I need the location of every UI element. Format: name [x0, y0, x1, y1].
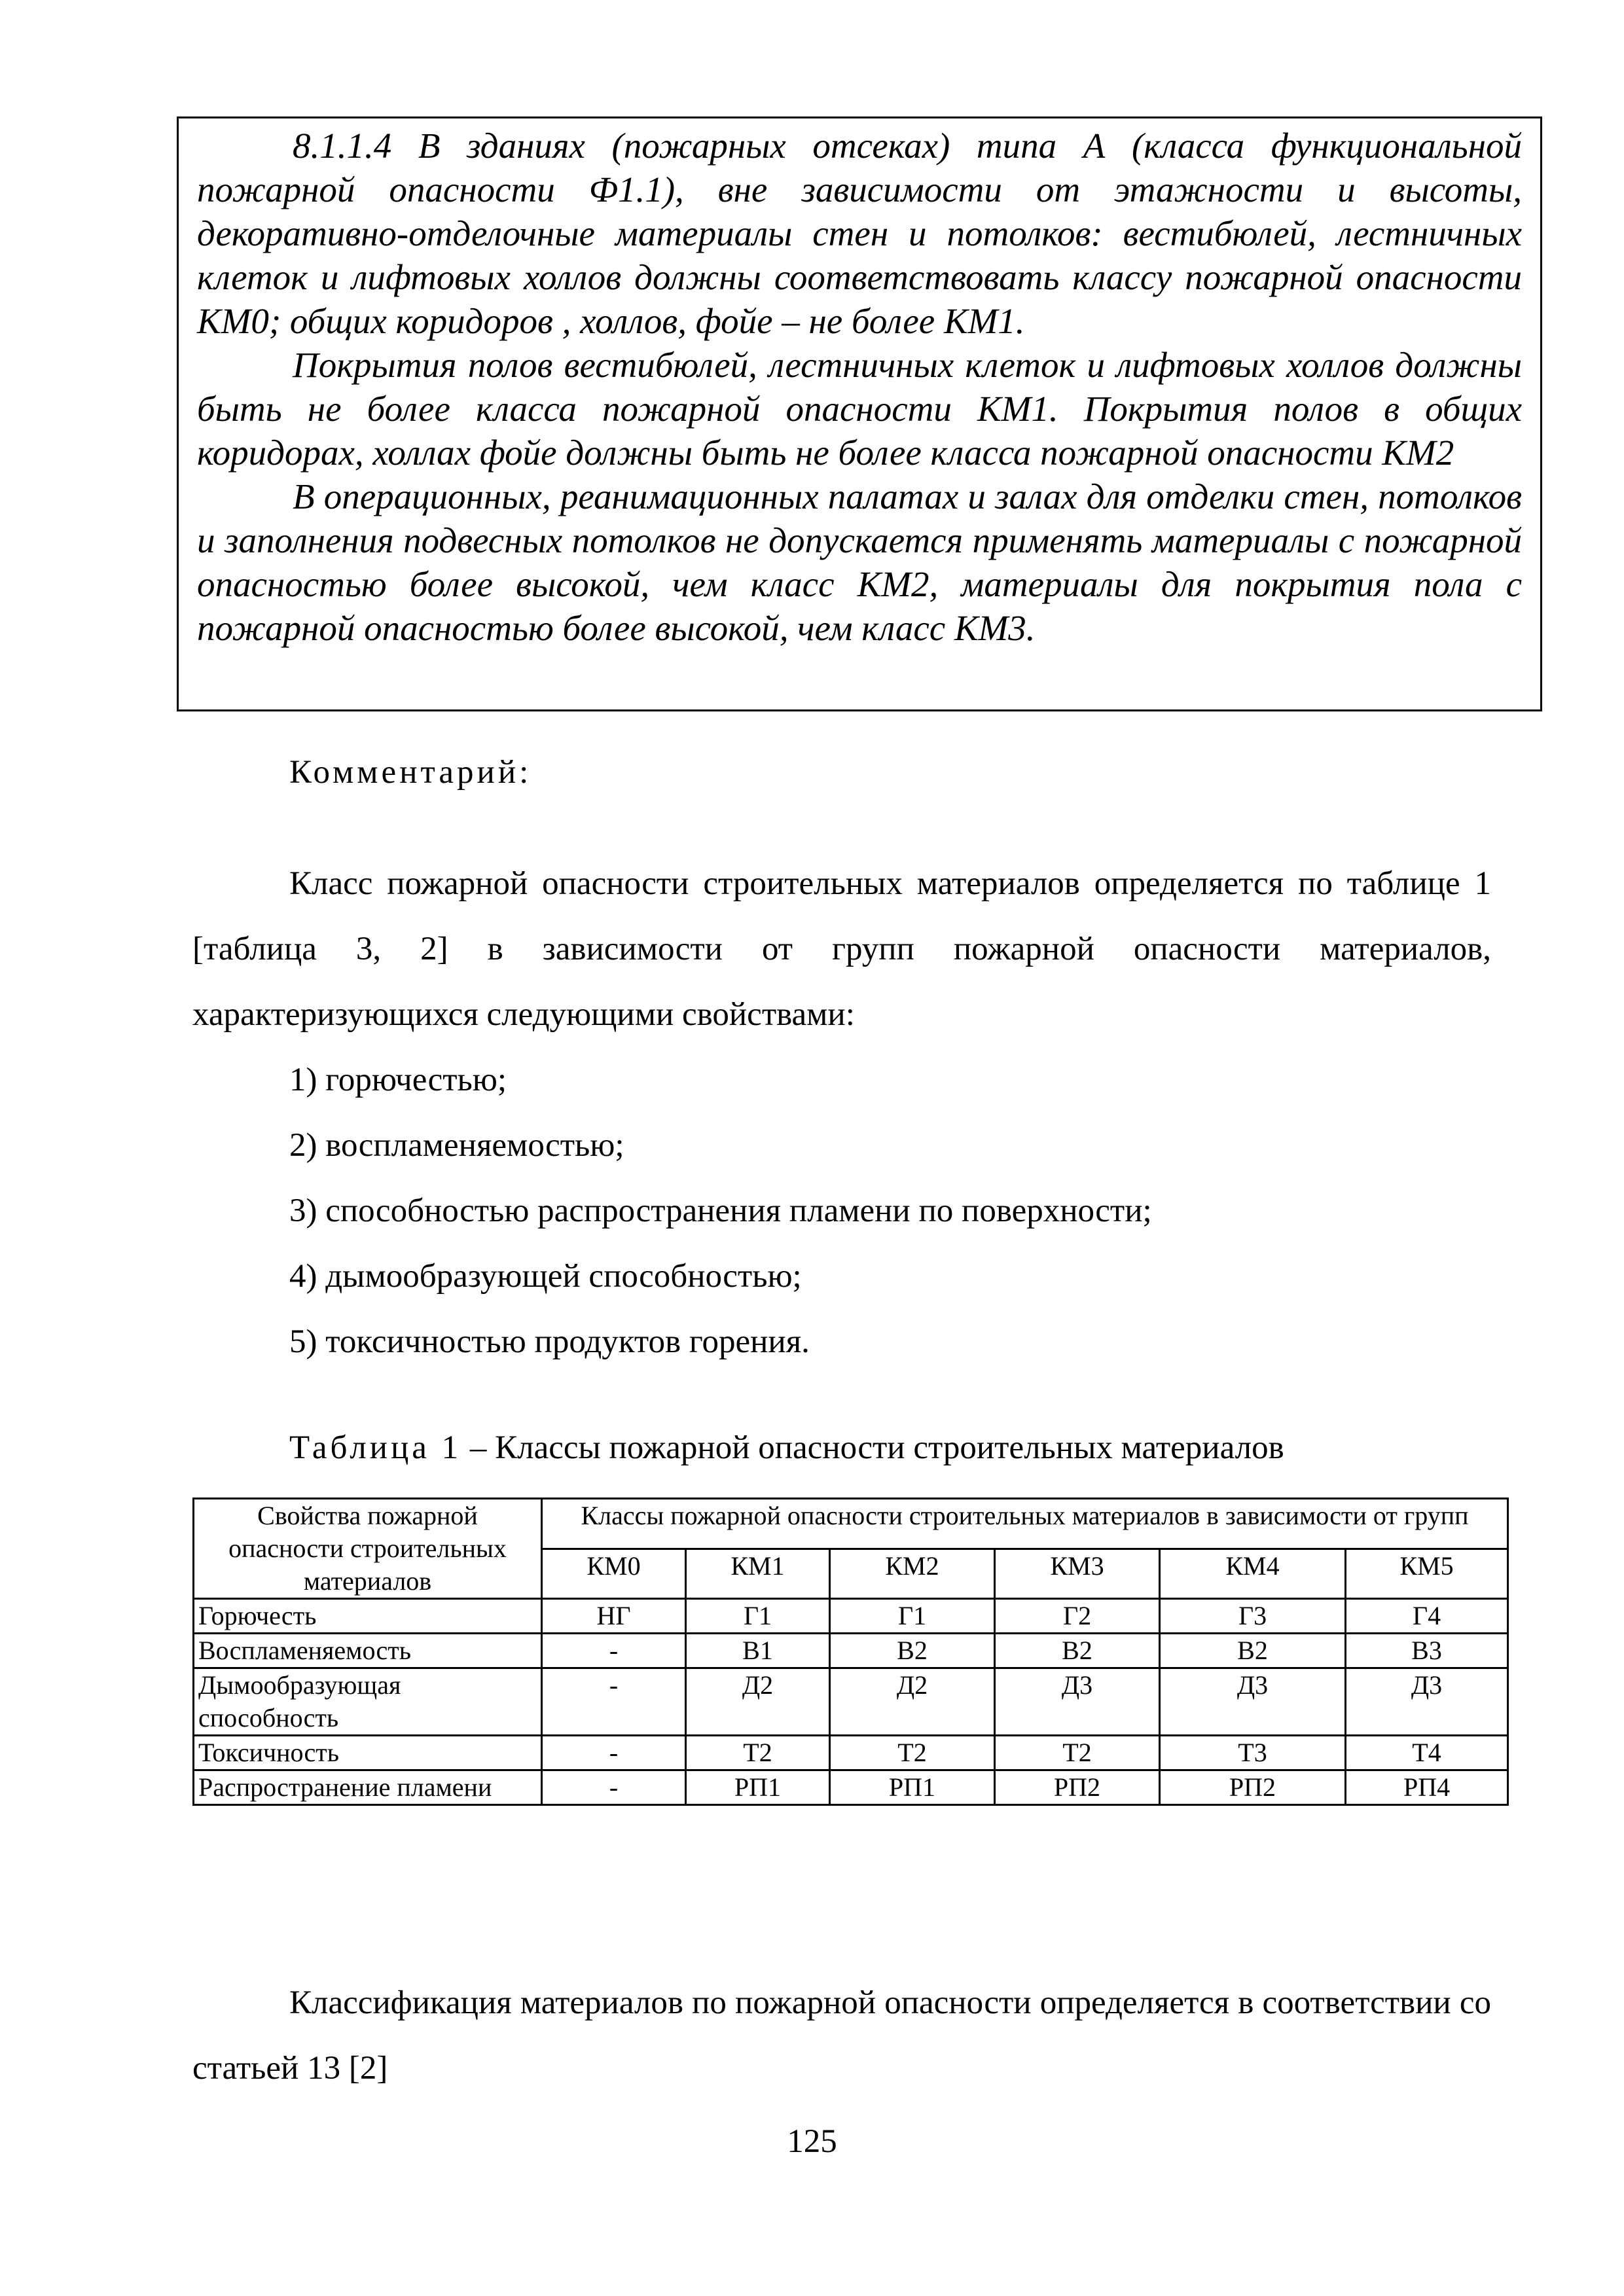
boxed-paragraph: Покрытия полов вестибюлей, лестничных клеток и лифтовых холлов должны быть не более класса пожарной опасности КМ1. Покрытия полов в общих коридорах, холлах фойе должны быть не более класса пожарной опасности КМ2 [197, 345, 1522, 473]
class-header-cell: КМ1 [686, 1549, 830, 1599]
table-row [194, 1770, 1508, 1805]
table-row [194, 1668, 1508, 1736]
table-cell: - [542, 1634, 686, 1668]
comment-heading: Комментарий: [289, 754, 532, 791]
table-cell: Д3 [1346, 1668, 1508, 1736]
table-cell: Г1 [686, 1599, 830, 1634]
table-cell: В2 [995, 1634, 1160, 1668]
table-cell: Г1 [830, 1599, 995, 1634]
table-cell: Д2 [686, 1668, 830, 1736]
table-cell: Г3 [1160, 1599, 1346, 1634]
boxed-paragraph: 8.1.1.4 В зданиях (пожарных отсеках) типа А (класса функциональной пожарной опасности Ф1.1), вне зависимости от этажности и высоты, декоративно-отделочные материалы стен и потолков: вестибюлей, лестничных клеток и лифтовых холлов должны соответствовать классу пожарной опасности КМ0; общих коридоров , холлов, фойе – не более КМ1. [197, 126, 1522, 341]
table-cell: Г2 [995, 1599, 1160, 1634]
table-cell: РП1 [830, 1770, 995, 1805]
table-row [194, 1599, 1508, 1634]
row-label-cell: Распространение пламени [194, 1770, 542, 1805]
paragraph-text: Классификация материалов по пожарной опасности определяется в соответствии со статьей 13 [2] [192, 1984, 1491, 2087]
class-header-cell: КМ3 [995, 1549, 1160, 1599]
body-paragraph-2 [192, 1970, 1491, 2101]
table-cell: НГ [542, 1599, 686, 1634]
boxed-paragraph: В операционных, реанимационных палатах и залах для отделки стен, потолков и заполнения подвесных потолков не допускается применять материалы с пожарной опасностью более высокой, чем класс КМ2, материалы для покрытия пола с пожарной опасностью более высокой, чем класс КМ3. [197, 476, 1522, 648]
table-cell: Д3 [995, 1668, 1160, 1736]
row-label-cell: Воспламеняемость [194, 1634, 542, 1668]
table-row [194, 1634, 1508, 1668]
properties-list [289, 1047, 1152, 1374]
header-classes-cell: Классы пожарной опасности строительных материалов в зависимости от групп [542, 1499, 1508, 1549]
paragraph-text: Класс пожарной опасности строительных материалов определяется по таблице 1 [таблица 3, 2] в зависимости от групп пожарной опасности материалов, характеризующихся следующими свойствами: [192, 865, 1491, 1033]
table-cell: В1 [686, 1634, 830, 1668]
list-item: 1) горючестью; [289, 1062, 507, 1098]
table-cell: В2 [830, 1634, 995, 1668]
table-cell: Д3 [1160, 1668, 1346, 1736]
header-property-cell: Свойства пожарной опасности строительных материалов [194, 1499, 542, 1599]
row-label-cell: Токсичность [194, 1736, 542, 1770]
table-cell: Т4 [1346, 1736, 1508, 1770]
list-item: 5) токсичностью продуктов горения. [289, 1323, 810, 1360]
table-cell: - [542, 1736, 686, 1770]
table-row [194, 1736, 1508, 1770]
class-header-cell: КМ5 [1346, 1549, 1508, 1599]
table-cell: Д2 [830, 1668, 995, 1736]
table-cell: РП4 [1346, 1770, 1508, 1805]
table-cell: Т2 [830, 1736, 995, 1770]
table-caption-label: Таблица 1 [289, 1429, 462, 1466]
table-cell: Г4 [1346, 1599, 1508, 1634]
table-cell: РП2 [1160, 1770, 1346, 1805]
class-header-cell: КМ0 [542, 1549, 686, 1599]
table-caption [289, 1422, 1284, 1474]
table-cell: - [542, 1770, 686, 1805]
table-cell: РП1 [686, 1770, 830, 1805]
table-cell: Т2 [686, 1736, 830, 1770]
table-header-row [194, 1499, 1508, 1549]
body-paragraph-1 [192, 851, 1491, 1047]
class-header-cell: КМ4 [1160, 1549, 1346, 1599]
row-label-cell: Горючесть [194, 1599, 542, 1634]
class-header-cell: КМ2 [830, 1549, 995, 1599]
list-item: 3) способностью распространения пламени по поверхности; [289, 1193, 1152, 1229]
table-cell: Т2 [995, 1736, 1160, 1770]
table-caption-title: – Классы пожарной опасности строительных материалов [461, 1429, 1284, 1466]
table-cell: Т3 [1160, 1736, 1346, 1770]
table-cell: В3 [1346, 1634, 1508, 1668]
table-cell: - [542, 1668, 686, 1736]
table-cell: В2 [1160, 1634, 1346, 1668]
boxed-quote [177, 117, 1542, 711]
fire-hazard-classes-table [192, 1498, 1509, 1806]
page-number: 125 [787, 2123, 837, 2160]
list-item: 4) дымообразующей способностью; [289, 1258, 802, 1295]
table-cell: РП2 [995, 1770, 1160, 1805]
list-item: 2) воспламеняемостью; [289, 1127, 624, 1164]
row-label-cell: Дымообразующая способность [194, 1668, 542, 1736]
